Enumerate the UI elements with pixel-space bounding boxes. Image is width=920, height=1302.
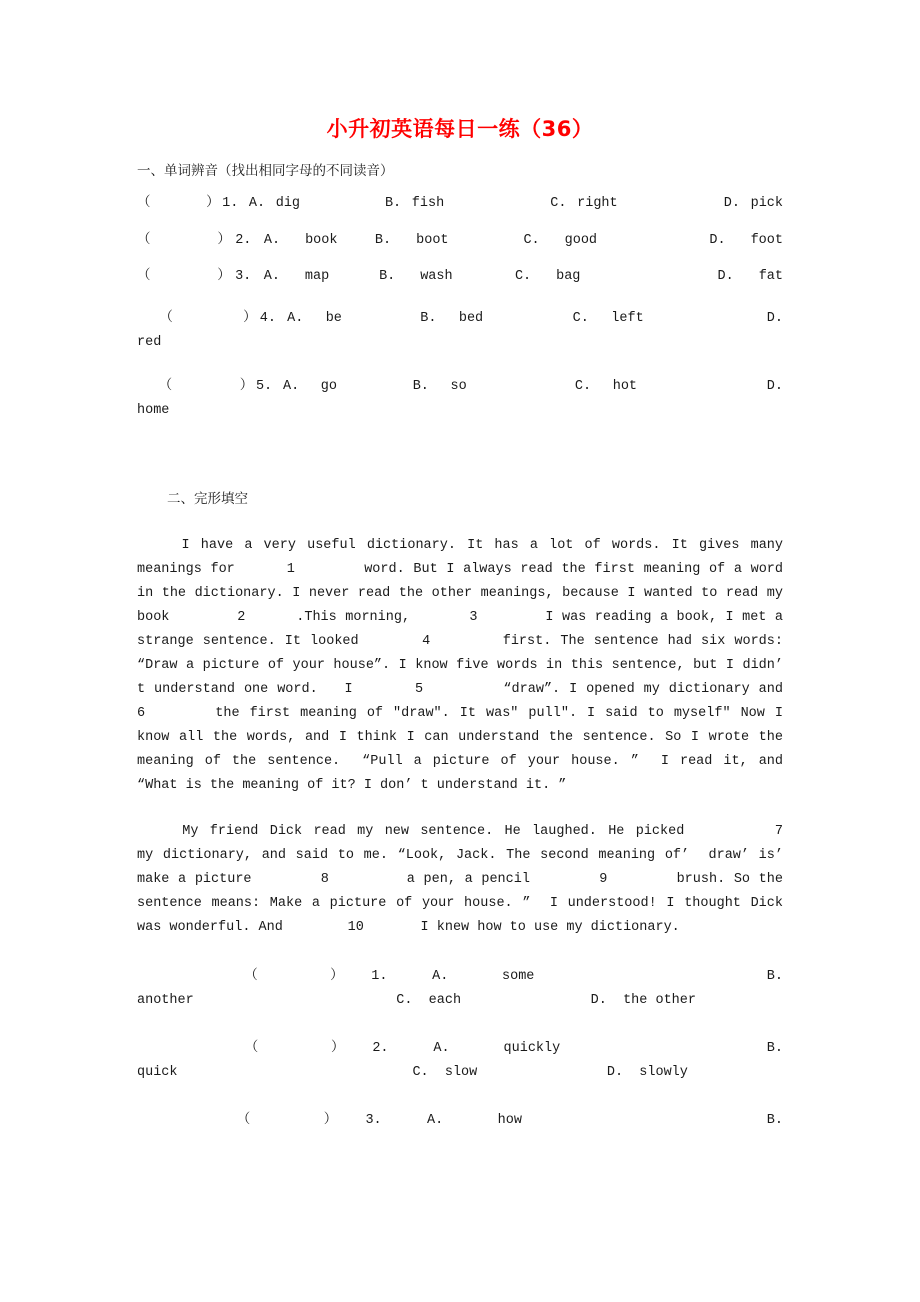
- cloze-passage-paragraph-2: My friend Dick read my new sentence. He laughed. He picked 7 my dictionary, and said to me. “Look, Jack. The second meaning of’ draw’ is’ make a picture 8 a pen, a pencil 9 brush. So the sentence means: Make a picture of your house. ” I understood! I thought Dick was wonderful. And 10 I knew how to use my dictionary.: [137, 824, 848, 936]
- cloze-option-2: （ ） 2. A. quickly B.: [137, 1040, 783, 1056]
- mc-item-4: （ ）4. A. be B. bed C. left D.: [137, 310, 783, 326]
- mc-item-5: （ ）5. A. go B. so C. hot D.: [137, 378, 784, 394]
- page-title: 小升初英语每日一练（36）: [326, 117, 594, 141]
- section-two-heading: 二、完形填空: [167, 491, 248, 507]
- mc-item-5-tail: home: [137, 402, 170, 418]
- cloze-option-1: （ ） 1. A. some B.: [137, 968, 783, 984]
- cloze-option-2-tail: quick C. slow D. slowly: [137, 1064, 688, 1080]
- cloze-passage-paragraph-1: I have a very useful dictionary. It has a lot of words. It gives many meanings for 1 word. But I always read the first meaning of a word in the dictionary. I never read the other meanings, because I wanted to read my book 2 .This morning, 3 I was reading a book, I met a strange sentence. It looked 4 first. The sentence had six words: “Draw a picture of your house”. I know five words in this sentence, but I didn’ t understand one word. I 5 “draw”. I opened my dictionary and 6 the first meaning of ″draw″. It was″ pull″. I said to myself″ Now I know all the words, and I think I can understand the sentence. So I wrote the meaning of the sentence. “Pull a picture of your house. ” I read it, and “What is the meaning of it? I don’ t understand it. ”: [137, 538, 848, 794]
- section-one-heading: 一、单词辨音（找出相同字母的不同读音）: [137, 163, 394, 180]
- mc-item-3: （ ）3. A. map B. wash C. bag D. fat: [137, 269, 783, 285]
- mc-item-4-tail: red: [137, 334, 162, 350]
- mc-item-2: （ ）2. A. book B. boot C. good D. foot: [137, 232, 783, 248]
- cloze-option-1-tail: another C. each D. the other: [137, 992, 696, 1008]
- mc-item-1: （ ）1. A. dig B. fish C. right D. pick: [137, 196, 783, 212]
- cloze-options-list: [137, 965, 783, 1133]
- cloze-option-3: （ ） 3. A. how B.: [137, 1112, 783, 1128]
- document-content: [137, 0, 848, 1133]
- section-one-items: [137, 197, 783, 423]
